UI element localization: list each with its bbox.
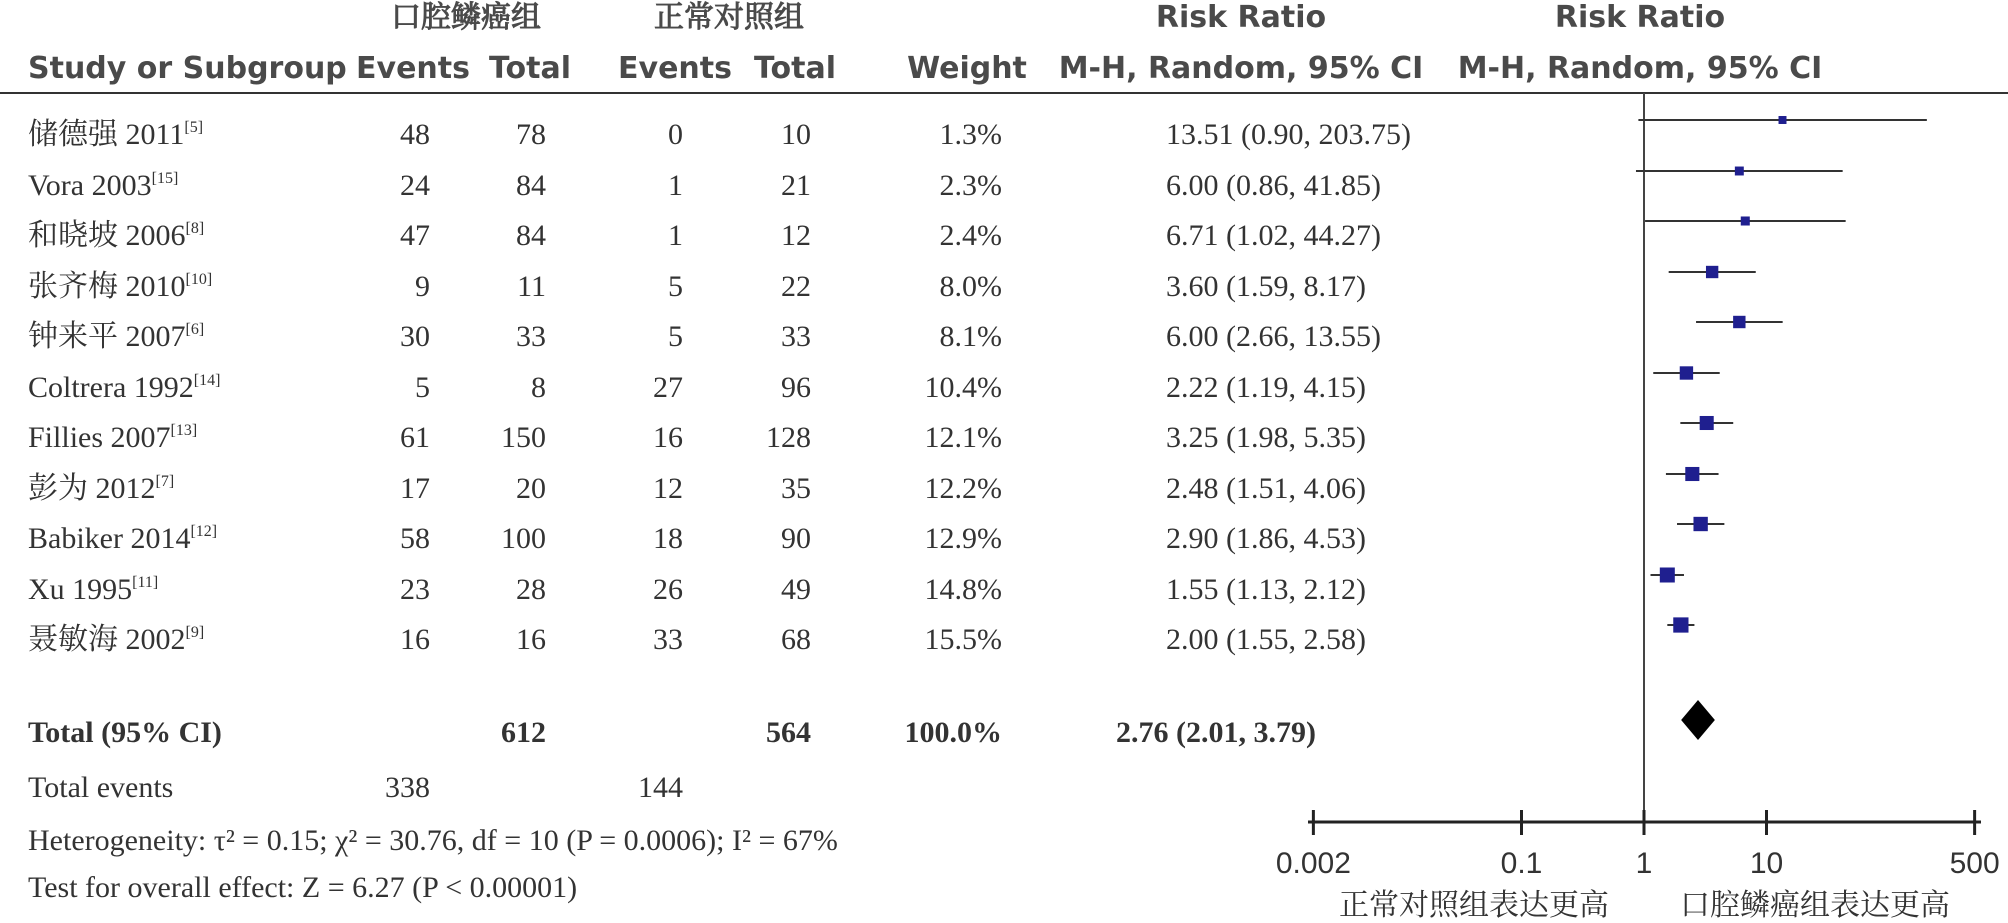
ci-value: 3.25 (1.98, 5.35) [1166,421,1366,454]
study-name: 和晓坡 2006[8] [28,219,205,252]
total2-value: 68 [781,623,811,656]
study-markers [1636,116,1927,740]
events2-value: 26 [653,573,683,606]
point-estimate-marker [1735,167,1744,176]
events2-value: 1 [668,219,683,252]
ci-value: 13.51 (0.90, 203.75) [1166,118,1411,151]
study-reference: [10] [185,271,213,288]
study-name: Fillies 2007[13] [28,421,198,454]
total-events-row [28,771,683,804]
x-tick-label: 500 [1949,847,2000,880]
point-estimate-marker [1693,517,1707,531]
weight-value: 14.8% [924,573,1002,606]
total1-value: 78 [516,118,546,151]
study-row [28,421,1366,454]
x-tick-label: 10 [1749,847,1784,880]
group2-header: 正常对照组 [654,0,804,35]
weight-value: 15.5% [924,623,1002,656]
study-name: 张齐梅 2010[10] [28,270,213,303]
events1-value: 24 [400,169,430,202]
ci-value: 6.00 (0.86, 41.85) [1166,169,1381,202]
weight-value: 2.3% [939,169,1002,202]
events2-value: 12 [653,472,683,505]
study-name: Babiker 2014[12] [28,522,218,555]
total2-value: 33 [781,320,811,353]
study-column-header: Study or Subgroup [28,51,347,86]
study-name: Vora 2003[15] [28,169,179,202]
total2-value: 21 [781,169,811,202]
study-row [28,118,1411,151]
study-row [28,371,1366,404]
total2-header: Total [754,51,836,86]
total2-value: 128 [766,421,811,454]
x-tick-label: 0.1 [1500,847,1543,880]
total2-value: 35 [781,472,811,505]
total2-value: 564 [766,716,811,749]
weight-value: 12.9% [924,522,1002,555]
events2-value: 0 [668,118,683,151]
study-rows [28,118,1411,656]
total2-value: 12 [781,219,811,252]
total1-value: 11 [517,270,546,303]
total1-value: 100 [501,522,546,555]
total1-value: 33 [516,320,546,353]
ci-value: 1.55 (1.13, 2.12) [1166,573,1366,606]
events1-value: 17 [400,472,430,505]
overall-effect-text: Test for overall effect: Z = 6.27 (P < 0.00001) [28,871,578,904]
weight-value: 1.3% [939,118,1002,151]
events2-value: 5 [668,270,683,303]
point-estimate-marker [1685,467,1699,481]
study-reference: [15] [151,170,179,187]
point-estimate-marker [1673,617,1688,632]
weight-value: 8.1% [939,320,1002,353]
events1-header: Events [356,51,470,86]
favours-control-label: 正常对照组表达更高 [1339,888,1609,923]
total1-value: 150 [501,421,546,454]
study-row [28,472,1366,505]
study-reference: [7] [155,473,175,490]
events1-value: 9 [415,270,430,303]
total-label: Total (95% CI) [28,716,222,749]
ci-value: 2.90 (1.86, 4.53) [1166,522,1366,555]
study-reference: [14] [193,372,221,389]
study-row [28,623,1366,656]
total2-value: 10 [781,118,811,151]
events2-value: 33 [653,623,683,656]
x-tick-label: 1 [1635,847,1653,880]
study-reference: [9] [185,624,205,641]
heterogeneity-text: Heterogeneity: τ² = 0.15; χ² = 30.76, df = 10 (P = 0.0006); I² = 67% [28,824,838,857]
total-ci: 2.76 (2.01, 3.79) [1116,716,1316,749]
events2-value: 18 [653,522,683,555]
point-estimate-marker [1706,266,1718,278]
events1-value: 30 [400,320,430,353]
study-reference: [6] [185,321,205,338]
favours-oscc-label: 口腔鳞癌组表达更高 [1680,888,1950,923]
point-estimate-marker [1733,316,1745,328]
ci-value: 2.00 (1.55, 2.58) [1166,623,1366,656]
total-events-label: Total events [28,771,174,804]
total-events2: 144 [638,771,683,804]
pooled-estimate-diamond [1681,700,1715,740]
study-row [28,522,1366,555]
point-estimate-marker [1700,416,1714,430]
total2-value: 22 [781,270,811,303]
study-reference: [8] [185,220,205,237]
ci-value: 6.71 (1.02, 44.27) [1166,219,1381,252]
study-name: 储德强 2011[5] [28,118,204,151]
total2-value: 90 [781,522,811,555]
total1-value: 84 [516,169,546,202]
ci-value: 2.48 (1.51, 4.06) [1166,472,1366,505]
total2-value: 96 [781,371,811,404]
total1-value: 612 [501,716,546,749]
total1-value: 28 [516,573,546,606]
x-tick-label: 0.002 [1275,847,1351,880]
point-estimate-marker [1680,366,1693,379]
events1-value: 48 [400,118,430,151]
study-reference: [12] [190,523,218,540]
weight-value: 8.0% [939,270,1002,303]
point-estimate-marker [1741,216,1750,225]
total-events1: 338 [385,771,430,804]
study-name: 彭为 2012[7] [28,472,175,505]
study-row [28,573,1366,606]
study-reference: [11] [132,574,159,591]
events1-value: 16 [400,623,430,656]
events1-value: 23 [400,573,430,606]
ci-value: 3.60 (1.59, 8.17) [1166,270,1366,303]
total-weight: 100.0% [904,716,1002,749]
total1-value: 20 [516,472,546,505]
total1-value: 84 [516,219,546,252]
study-name: Coltrera 1992[14] [28,371,221,404]
events2-value: 16 [653,421,683,454]
events1-value: 58 [400,522,430,555]
ci-value: 6.00 (2.66, 13.55) [1166,320,1381,353]
study-reference: [5] [184,119,204,136]
ci-value: 2.22 (1.19, 4.15) [1166,371,1366,404]
method-table-header: M-H, Random, 95% CI [1058,51,1424,86]
total2-value: 49 [781,573,811,606]
weight-value: 12.2% [924,472,1002,505]
study-row [28,219,1381,252]
events1-value: 61 [400,421,430,454]
risk-ratio-plot-header: Risk Ratio [1554,0,1726,35]
study-row [28,270,1366,303]
study-name: 钟来平 2007[6] [28,320,205,353]
total-row [28,716,1316,749]
events2-header: Events [618,51,732,86]
study-name: Xu 1995[11] [28,573,159,606]
study-row [28,320,1381,353]
events2-value: 5 [668,320,683,353]
study-name: 聂敏海 2002[9] [28,623,205,656]
events1-value: 47 [400,219,430,252]
weight-value: 12.1% [924,421,1002,454]
study-row [28,169,1381,202]
events1-value: 5 [415,371,430,404]
forest-plot-area [1276,93,2000,923]
total1-value: 8 [531,371,546,404]
events2-value: 27 [653,371,683,404]
events2-value: 1 [668,169,683,202]
weight-value: 2.4% [939,219,1002,252]
weight-value: 10.4% [924,371,1002,404]
risk-ratio-table-header: Risk Ratio [1155,0,1327,35]
weight-header: Weight [907,51,1027,86]
total1-header: Total [489,51,571,86]
point-estimate-marker [1660,567,1675,582]
point-estimate-marker [1779,116,1787,124]
study-reference: [13] [170,422,198,439]
method-plot-header: M-H, Random, 95% CI [1457,51,1823,86]
group1-header: 口腔鳞癌组 [391,0,541,35]
total1-value: 16 [516,623,546,656]
